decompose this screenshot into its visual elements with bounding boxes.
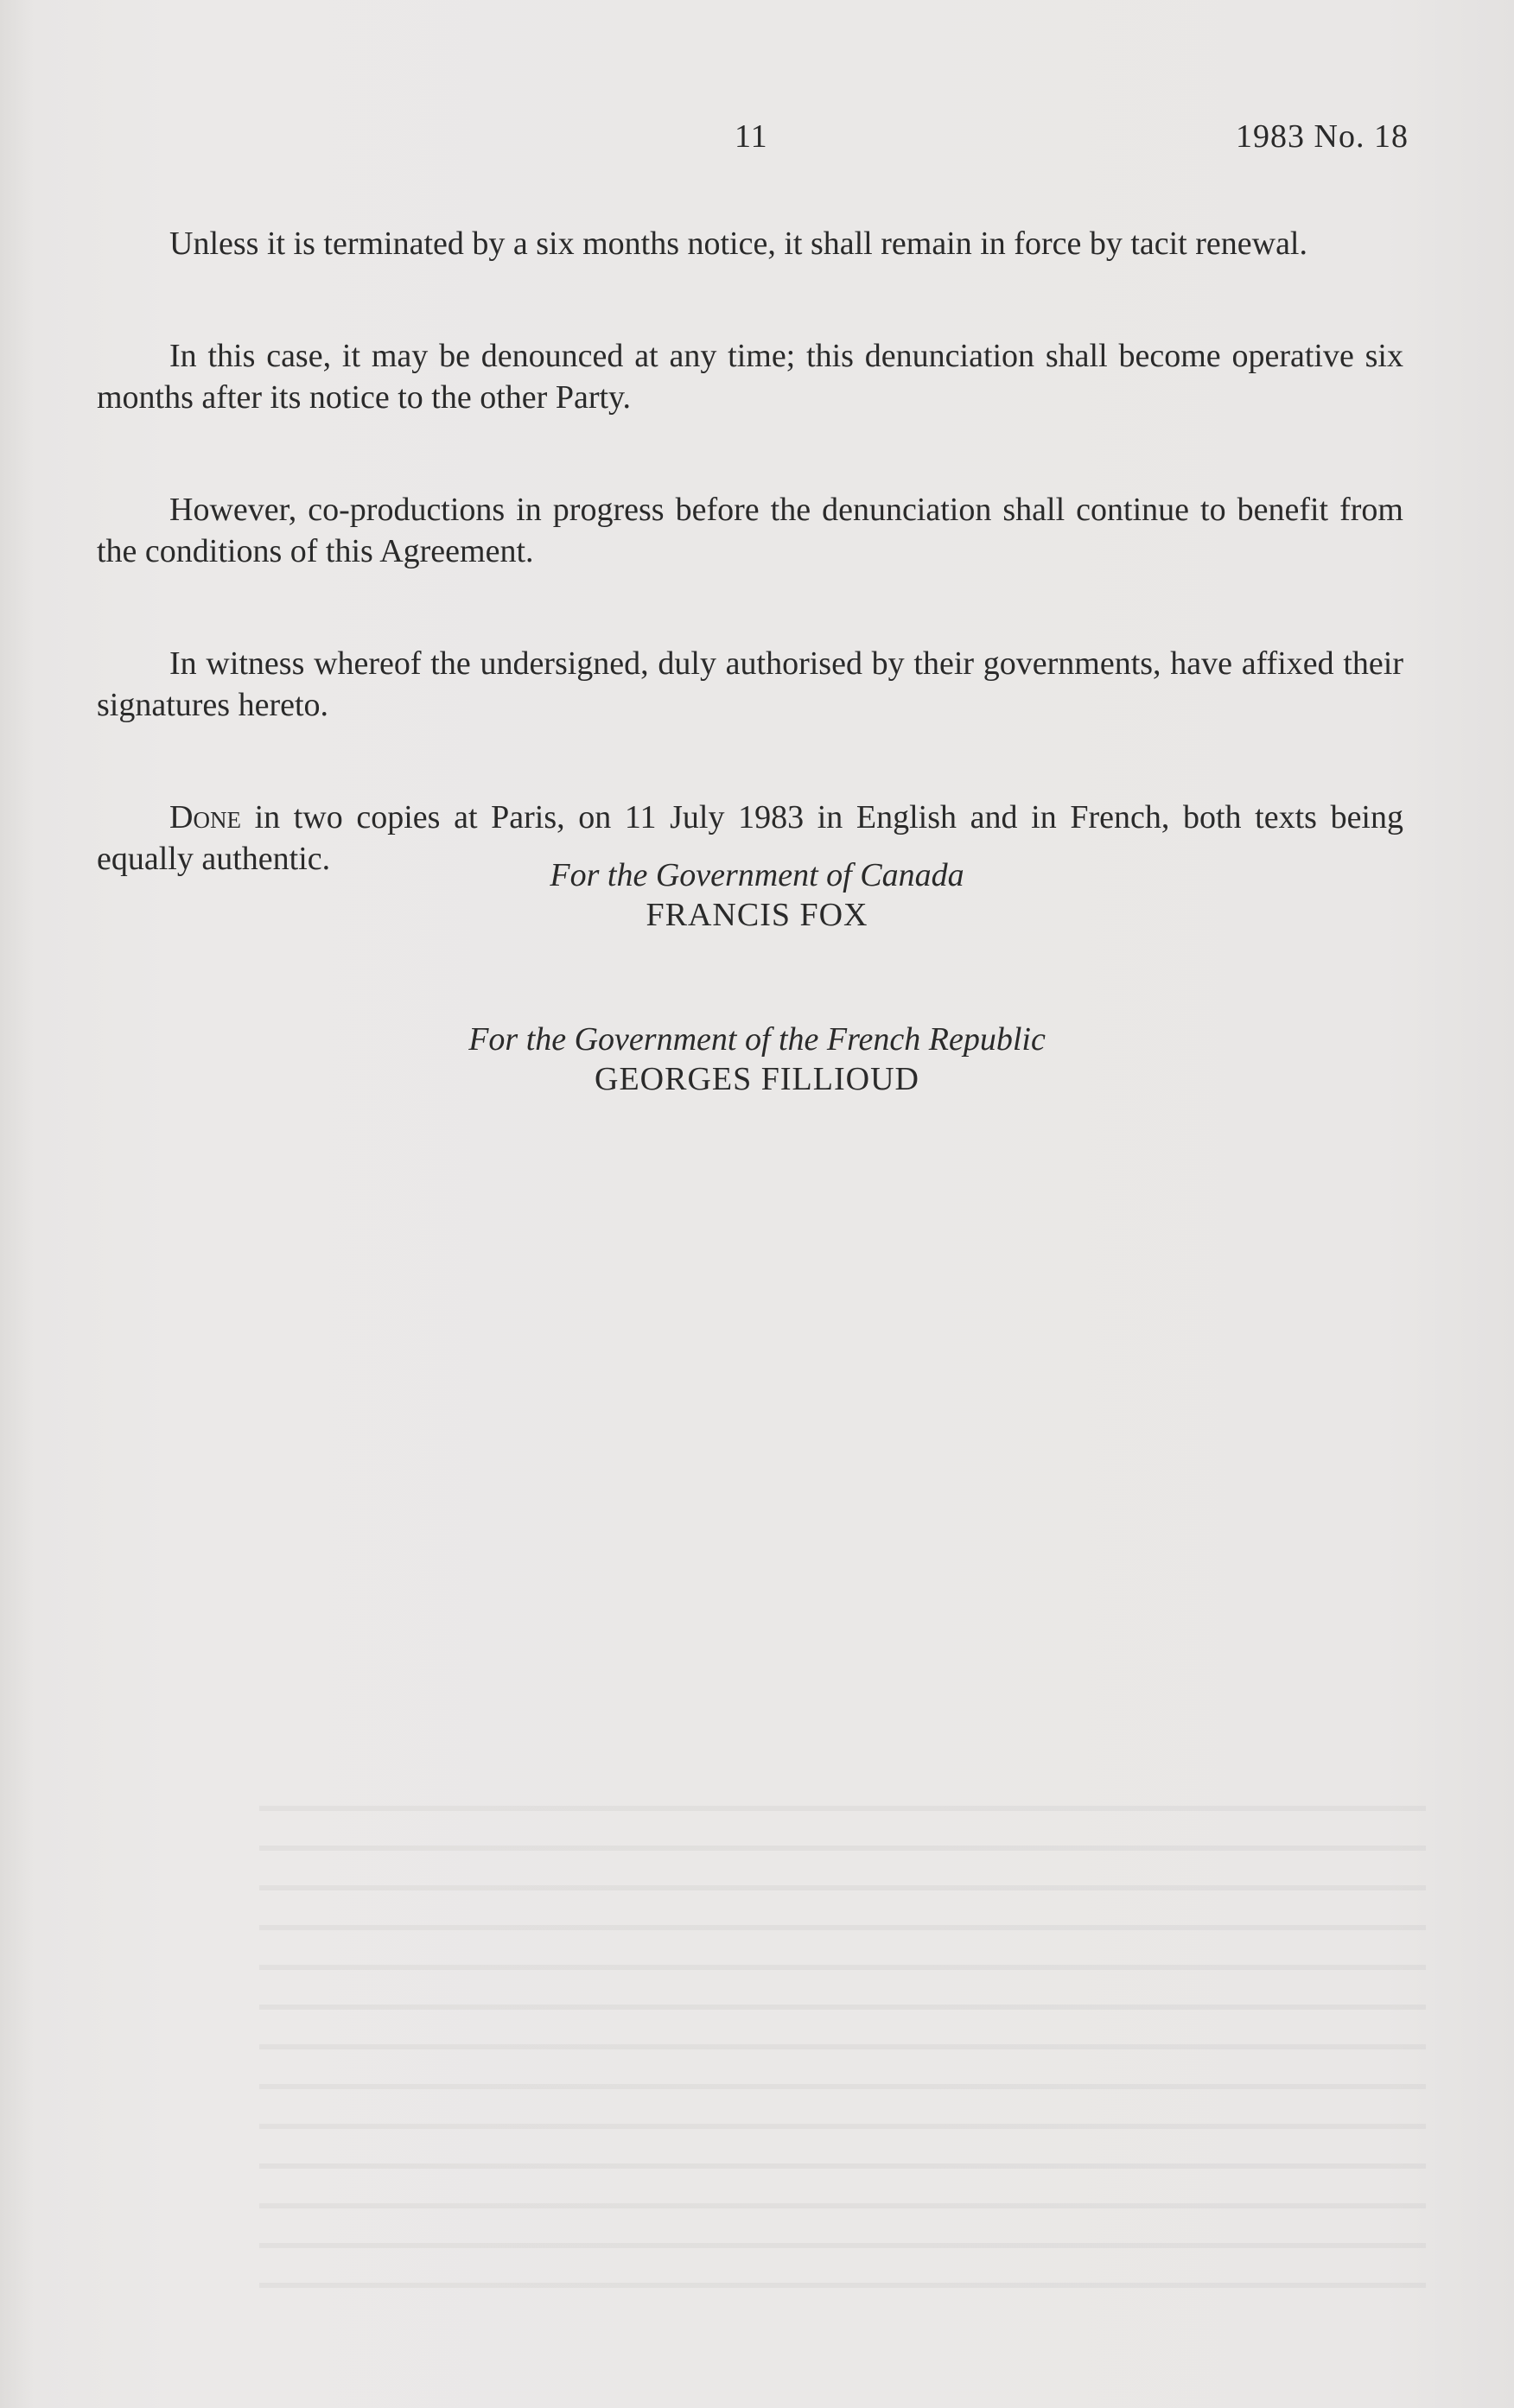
- agreement-body: [97, 223, 1403, 950]
- signatory-name: FRANCIS FOX: [646, 897, 868, 933]
- signatory-role: For the Government of Canada: [550, 857, 964, 893]
- done-text: in two copies at Paris, on 11 July 1983 in English and in French, both texts being equally authentic.: [97, 799, 1403, 877]
- paragraph-denunciation: In this case, it may be denounced at any time; this denunciation shall become operative six months after its notice to the other Party.: [97, 338, 1403, 416]
- paragraph-termination: Unless it is terminated by a six months notice, it shall remain in force by tacit renewal.: [169, 226, 1307, 262]
- signature-block-canada: [0, 855, 1514, 935]
- page-number: 11: [735, 118, 768, 155]
- page-header: [0, 118, 1514, 169]
- document-reference: 1983 No. 18: [1236, 118, 1409, 155]
- signature-block-france: [0, 1020, 1514, 1099]
- done-lead-word: Done: [169, 799, 241, 835]
- paragraph-witness: In witness whereof the undersigned, duly authorised by their governments, have affixed their signatures hereto.: [97, 645, 1403, 723]
- paragraph-coproductions: However, co-productions in progress before the denunciation shall continue to benefit from the conditions of this Agreement.: [97, 492, 1403, 569]
- signatory-role: For the Government of the French Republic: [468, 1021, 1046, 1058]
- bleed-through-shadow: [259, 1806, 1426, 2290]
- signatory-name: GEORGES FILLIOUD: [595, 1061, 919, 1097]
